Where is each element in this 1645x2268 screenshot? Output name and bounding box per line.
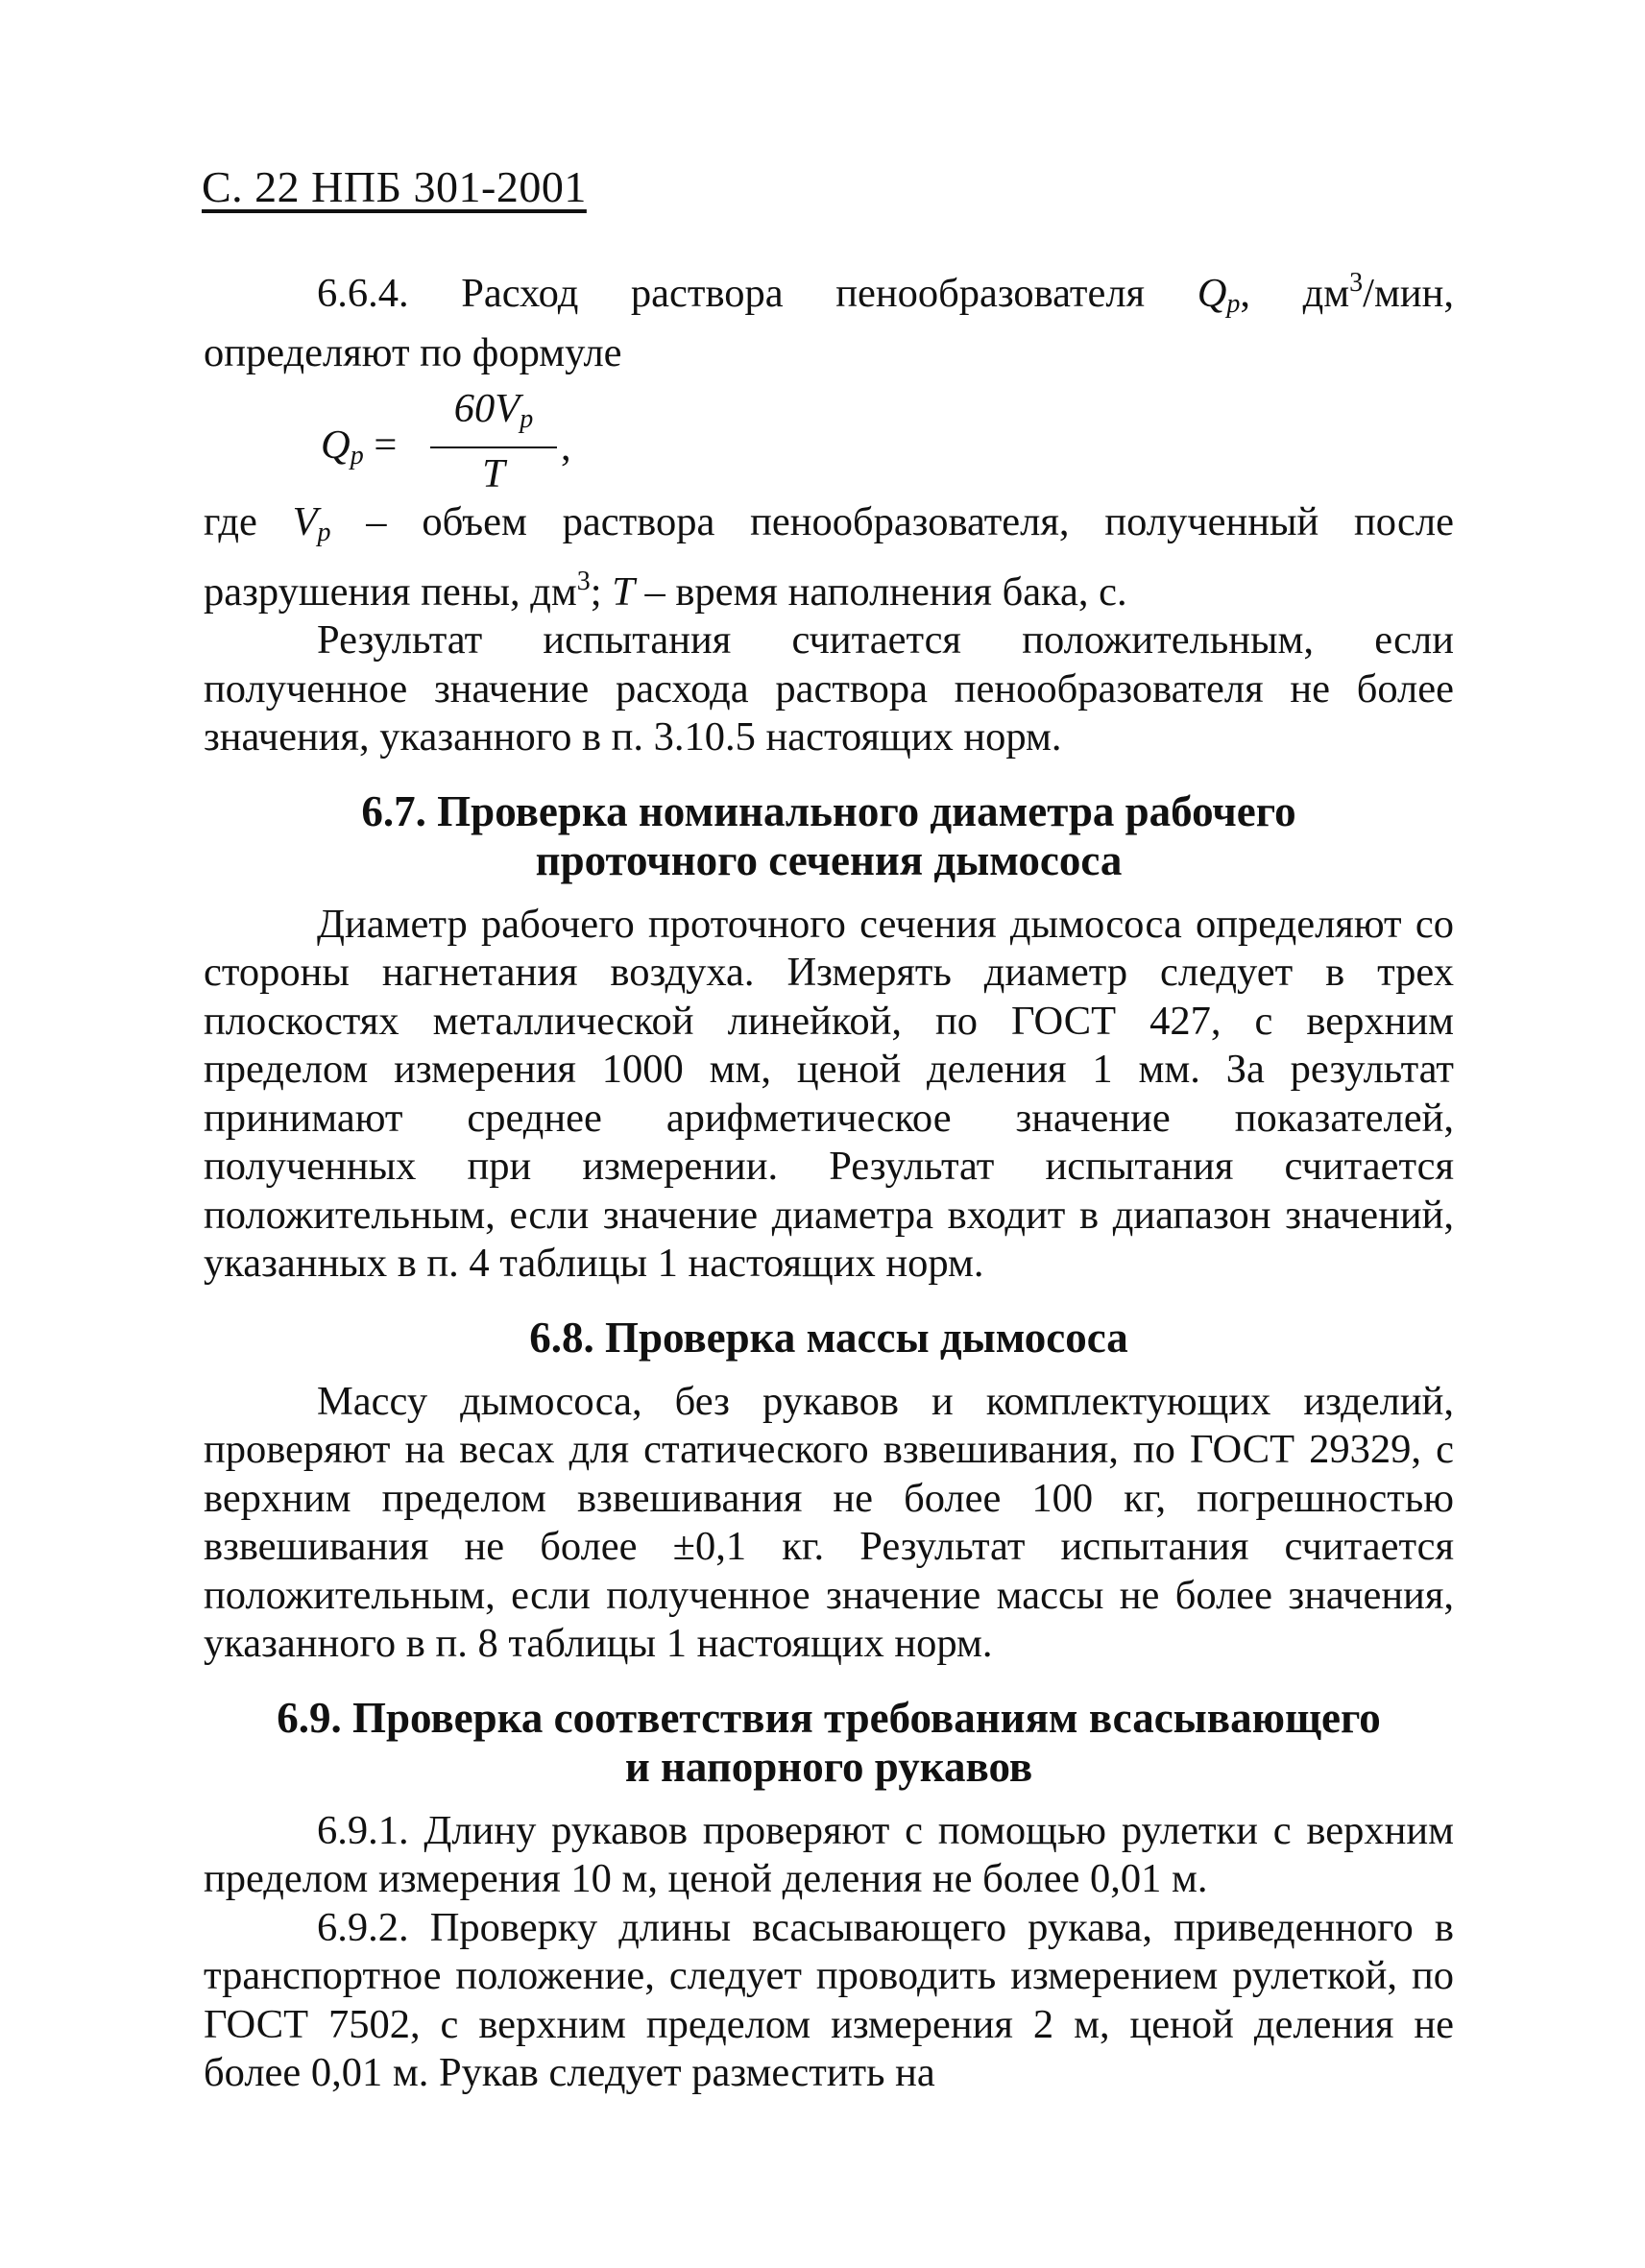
paragraph-6-7: Диаметр рабочего проточного сечения дымососа определяют со стороны нагнетания воздуха. Измерять диаметр следует в трех плоскостях металлической линейкой, по ГОСТ 427, с верхним пределом измерения 1000 мм, ценой деления 1 мм. За результат принимают среднее арифметическое значение показателей, полученных при измерении. Результат испытания считается положительным, если значение диаметра входит в диапазон значений, указанных в п. 4 таблицы 1 настоящих норм. [204,901,1454,1286]
page-content [204,259,1454,2098]
paragraph-6-9-2: 6.9.2. Проверку длины всасывающего рукава, приведенного в транспортное положение, следует проводить измерением рулеткой, по ГОСТ 7502, с верхним пределом измерения 2 м, ценой деления не более 0,01 м. Рукав следует разместить на [204,1904,1454,2095]
paragraph-6-8: Массу дымососа, без рукавов и комплектующих изделий, проверяют на весах для статического взвешивания, по ГОСТ 29329, с верхним пределом взвешивания не более 100 кг, погрешностью взвешивания не более ±0,1 кг. Результат испытания считается положительным, если полученное значение массы не более значения, указанного в п. 8 таблицы 1 настоящих норм. [204,1378,1454,1666]
paragraph-6-9-1: 6.9.1. Длину рукавов проверяют с помощью рулетки с верхним пределом измерения 10 м, ценой деления не более 0,01 м. [204,1807,1454,1901]
formula-lhs: $Q_p$ = [321,422,398,470]
formula-denominator: T [482,450,505,496]
formula-fraction [430,385,557,498]
paragraph-result-6-6: Результат испытания считается положительным, если полученное значение расхода раствора пенообразователя не более значения, указанного в п. 3.10.5 настоящих норм. [204,617,1454,760]
formula-flow-rate: $Q_p$ = $\frac{60V_p}{T}$ , [204,377,1454,495]
formula-numerator: $60V_p$ [430,385,557,448]
heading-6-9: 6.9. Проверка соответствия требованиям всасывающего и напорного рукавов [277,1693,1381,1791]
heading-6-7: 6.7. Проверка номинального диаметра рабочего проточного сечения дымососа [361,786,1296,884]
heading-6-8: 6.8. Проверка массы дымососа [529,1313,1128,1362]
page-header: С. 22 НПБ 301-2001 [202,162,587,211]
paragraph-6-6-4: 6.6.4. Расход раствора пенообразователя $Q_p$, $дм^3$/мин, определяют по формуле [204,268,1454,375]
paragraph-where: где $V_p$ – объем раствора пенообразователя, полученный после разрушения пены, $дм^3$; T – время наполнения бака, с. [204,499,1454,615]
